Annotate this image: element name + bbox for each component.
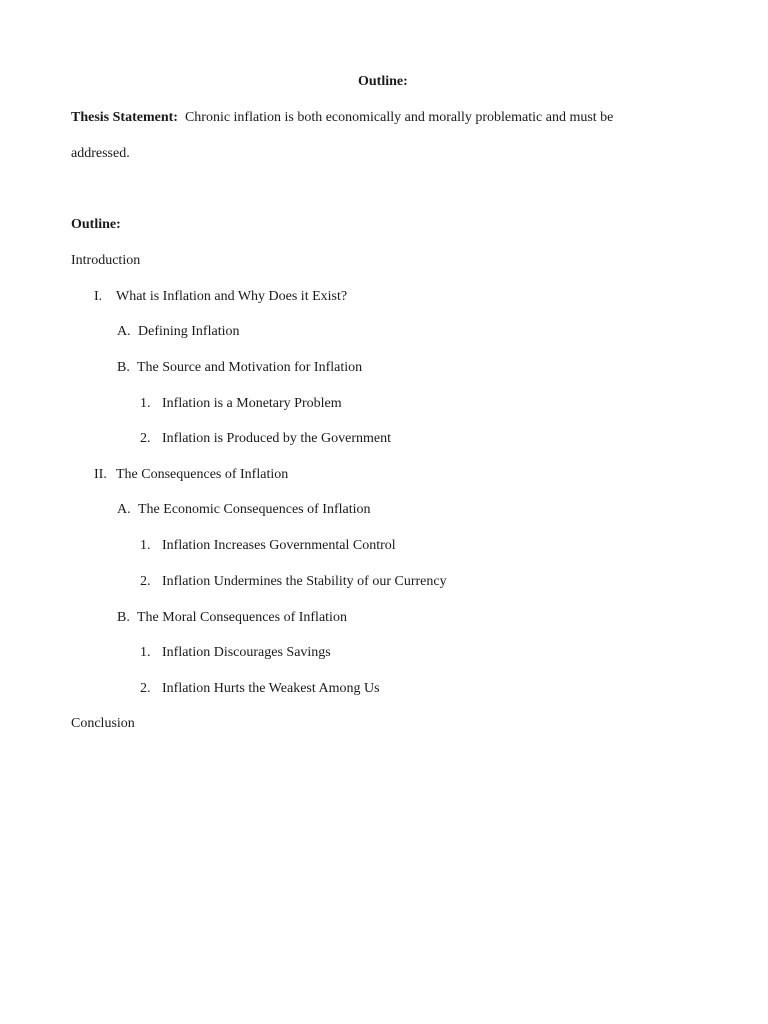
page-title: Outline: [358,74,408,89]
number-marker: 1. [140,396,151,411]
outline-item-section-1-b [117,359,362,377]
thesis-text: Chronic inflation is both economically and morally problematic and must be [184,110,614,125]
number-marker: 2. [140,431,151,446]
roman-numeral: II. [94,467,107,482]
item-text: Inflation Increases Governmental Control [162,538,396,553]
outline-item-section-1-a [117,323,239,341]
outline-item-section-2-a [117,501,370,519]
outline-item-section-2-b-1 [140,644,331,662]
outline-item-section-2 [94,466,288,484]
thesis-line [71,109,613,127]
letter-marker: A. [117,324,131,339]
roman-numeral: I. [94,289,103,304]
outline-item-section-1 [94,288,347,306]
outline-heading: Outline: [71,217,121,232]
subsection-title: The Moral Consequences of Inflation [137,610,347,625]
item-text: Inflation is Produced by the Government [162,431,392,446]
conclusion-heading: Conclusion [71,716,135,731]
outline-item-section-2-a-2 [140,573,447,591]
letter-marker: B. [117,360,130,375]
item-text: Inflation Undermines the Stability of our Currency [162,574,447,589]
thesis-text-continued: addressed. [71,146,130,161]
outline-item-section-1-b-1 [140,395,342,413]
letter-marker: A. [117,502,131,517]
number-marker: 2. [140,681,151,696]
section-title: What is Inflation and Why Does it Exist? [116,289,348,304]
outline-item-section-1-b-2 [140,430,391,448]
number-marker: 2. [140,574,151,589]
number-marker: 1. [140,645,151,660]
outline-item-section-2-b [117,609,347,627]
item-text: Inflation Hurts the Weakest Among Us [162,681,380,696]
subsection-title: The Economic Consequences of Inflation [138,502,371,517]
subsection-title: The Source and Motivation for Inflation [137,360,363,375]
item-text: Inflation Discourages Savings [162,645,331,660]
thesis-label: Thesis Statement: [71,110,178,125]
item-text: Inflation is a Monetary Problem [162,396,342,411]
section-title: The Consequences of Inflation [116,467,289,482]
introduction-heading: Introduction [71,253,141,268]
outline-item-section-2-a-1 [140,537,396,555]
number-marker: 1. [140,538,151,553]
letter-marker: B. [117,610,130,625]
outline-item-section-2-b-2 [140,680,380,698]
subsection-title: Defining Inflation [138,324,240,339]
